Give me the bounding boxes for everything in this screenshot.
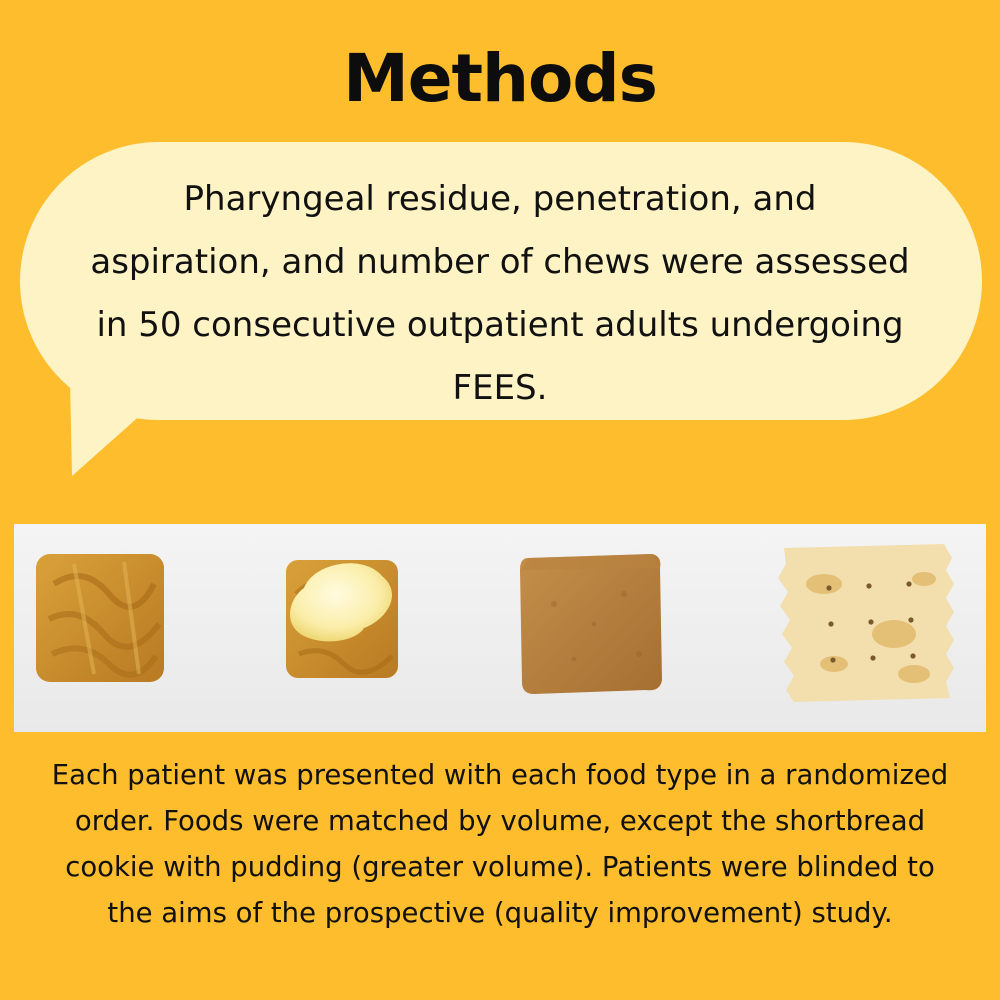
food-samples-photo [14, 524, 986, 732]
study-design-caption: Each patient was presented with each food type in a randomized order. Foods were matched by volume, except the shortbread cookie with pudding (greater volume). Patients were blinded to the aims of the prospective (quality improvement) study. [51, 759, 949, 929]
saltine-cracker-icon [778, 544, 954, 702]
soft-cake-icon [520, 554, 662, 694]
methods-summary-text: Pharyngeal residue, penetration, and aspiration, and number of chews were assessed in 50 consecutive outpatient adults undergoing FEES. [90, 179, 910, 408]
shortbread-cookie-icon [36, 554, 164, 682]
page-title: Methods [343, 40, 657, 117]
shortbread-cookie-with-pudding-icon [286, 560, 398, 678]
